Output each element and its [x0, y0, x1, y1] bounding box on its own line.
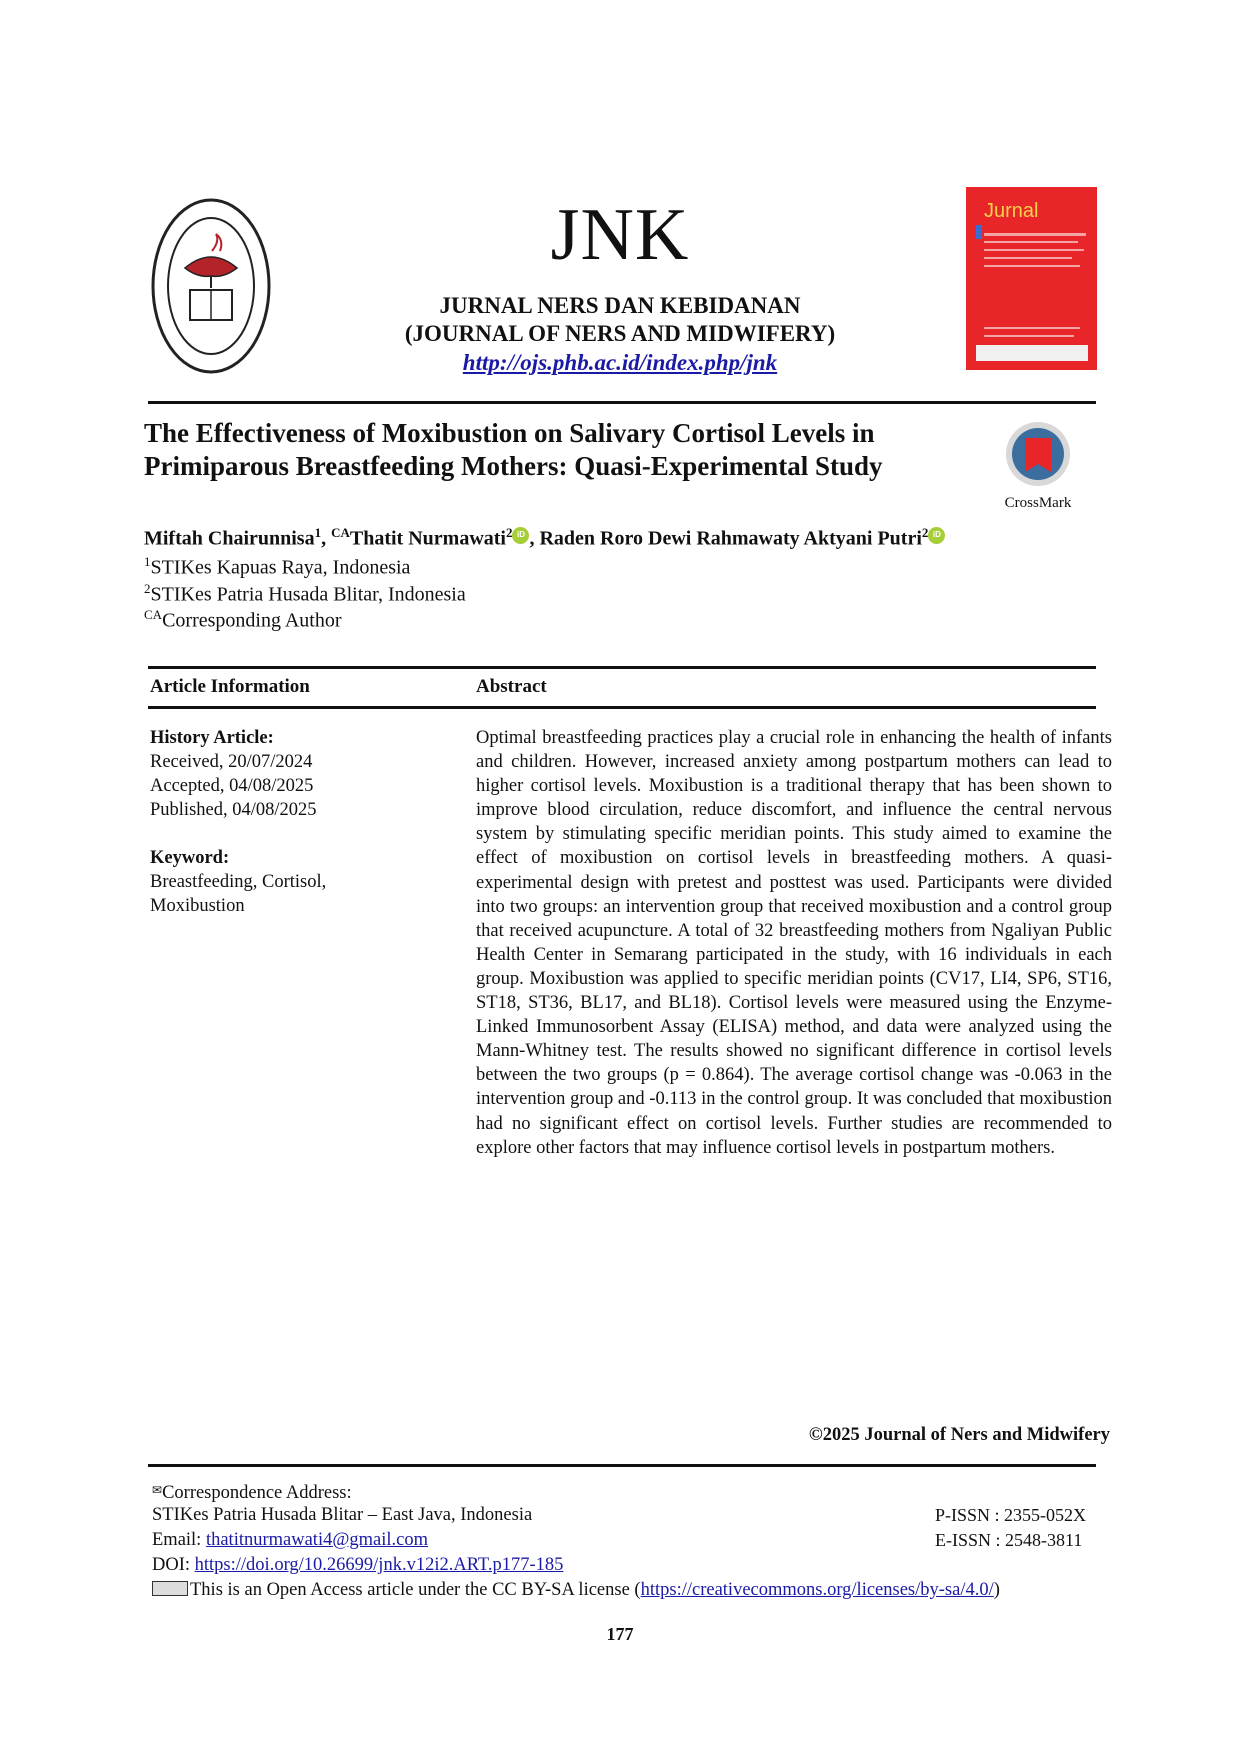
journal-name-line1: JURNAL NERS DAN KEBIDANAN [439, 293, 801, 318]
affiliation [144, 554, 844, 580]
author-affiliation-mark: 2 [505, 525, 513, 540]
crossmark-label: CrossMark [1004, 495, 1072, 511]
footer-divider [148, 1464, 1096, 1467]
author-list: Miftah Chairunnisa$^1$, $^{CA}$Thatit Nurmawati$^2$iD , Raden Roro Dewi Rahmawaty Aktyani Putri$^2$iD [144, 525, 1104, 551]
journal-url [330, 350, 910, 376]
article-information-heading: Article Information [150, 676, 310, 697]
electronic-issn: E-ISSN : 2548-3811 [935, 1530, 1083, 1550]
license-row [152, 1578, 1112, 1603]
email-link[interactable]: thatitnurmawati4@gmail.com [205, 1530, 428, 1550]
crossmark-badge[interactable] [998, 420, 1078, 512]
article-title-line2: Primiparous Breastfeeding Mothers: Quasi-Experimental Study [144, 451, 883, 481]
email-row [152, 1528, 428, 1553]
cover-wordmark: Jurnal [984, 200, 1039, 222]
journal-abbreviation: JNK [550, 194, 690, 276]
page-number: 177 [606, 1624, 634, 1644]
article-title [144, 417, 974, 483]
article-information [150, 726, 410, 918]
doi-label: DOI: [152, 1555, 195, 1575]
keywords-line1: Breastfeeding, Cortisol, [150, 872, 327, 892]
article-title-line1: The Effectiveness of Moxibustion on Salivary Cortisol Levels in [144, 418, 875, 448]
license-close: ) [993, 1580, 1000, 1600]
section-header-divider [148, 706, 1096, 709]
license-link[interactable]: https://creativecommons.org/licenses/by-sa/4.0/ [640, 1580, 994, 1600]
envelope-icon: ✉ [152, 1483, 163, 1497]
doi-link[interactable]: https://doi.org/10.26699/jnk.v12i2.ART.p177-185 [194, 1555, 564, 1575]
section-top-divider [148, 666, 1096, 669]
history-heading: History Article: [150, 728, 274, 748]
journal-name-line2: (JOURNAL OF NERS AND MIDWIFERY) [404, 321, 836, 346]
doi-row [152, 1553, 563, 1578]
correspondence-heading-row [152, 1478, 352, 1506]
abstract-heading: Abstract [476, 676, 547, 697]
accepted-date: Accepted, 04/08/2025 [150, 776, 314, 796]
correspondence-heading: Correspondence Address: [162, 1483, 352, 1503]
keywords-line2: Moxibustion [150, 896, 245, 916]
affiliation [144, 607, 844, 633]
copyright-notice: ©2025 Journal of Ners and Midwifery [808, 1425, 1110, 1445]
published-date: Published, 04/08/2025 [150, 800, 317, 820]
author-affiliation-mark: 1 [314, 525, 322, 540]
email-label: Email: [152, 1530, 206, 1550]
institution-logo [150, 196, 272, 376]
crossmark-icon [1003, 420, 1073, 488]
orcid-icon[interactable] [512, 527, 529, 544]
journal-name [330, 292, 910, 348]
author-affiliation-mark: 2 [921, 525, 929, 540]
affiliation-mark: 1 [144, 554, 151, 569]
correspondence-address: STIKes Patria Husada Blitar – East Java, Indonesia [152, 1505, 533, 1525]
affiliation-mark: CA [144, 607, 163, 622]
affiliation [144, 581, 844, 607]
keyword-heading: Keyword: [150, 848, 230, 868]
received-date: Received, 20/07/2024 [150, 752, 313, 772]
journal-url-link[interactable]: http://ojs.phb.ac.id/index.php/jnk [462, 350, 778, 375]
license-text: This is an Open Access article under the CC BY-SA license ( [190, 1580, 641, 1600]
corresponding-author-mark: CA [331, 525, 350, 540]
header-divider [148, 401, 1096, 404]
affiliation-mark: 2 [144, 581, 151, 596]
affiliation-text: Corresponding Author [162, 609, 342, 632]
cc-license-icon [152, 1581, 188, 1596]
abstract-text: Optimal breastfeeding practices play a crucial role in enhancing the health of infants and children. However, increased anxiety among postpartum mothers can lead to higher cortisol levels. Moxibustion is a traditional therapy that has been shown to improve blood circulation, reduce discomfort, and influence the central nervous system by stimulating specific meridian points. This study aimed to examine the effect of moxibustion on cortisol levels in breastfeeding mothers. A quasi-experimental design with pretest and posttest was used. Participants were divided into two groups: an intervention group that received moxibustion and a control group that received acupuncture. A total of 32 breastfeeding mothers from Ngaliyan Public Health Center in Semarang participated in the study, with 16 individuals in each group. Moxibustion was applied to specific meridian points (CV17, LI4, SP6, ST16, ST18, ST36, BL17, and BL18). Cortisol levels were measured using the Enzyme-Linked Immunosorbent Assay (ELISA) method, and data were analyzed using the Mann-Whitney test. The results showed no significant difference in cortisol levels between the two groups (p = 0.864). The average cortisol change was -0.063 in the intervention group and -0.113 in the control group. It was concluded that moxibustion had no significant effect on cortisol levels. Further studies are recommended to explore other factors that may influence cortisol levels in postpartum mothers. [476, 728, 1112, 1158]
author-name: Miftah Chairunnisa [144, 527, 315, 550]
author-name: Thatit Nurmawati [349, 527, 506, 550]
affiliation-text: STIKes Patria Husada Blitar, Indonesia [150, 583, 466, 606]
orcid-icon[interactable] [928, 527, 945, 544]
affiliation-text: STIKes Kapuas Raya, Indonesia [150, 556, 411, 579]
print-issn: P-ISSN : 2355-052X [935, 1505, 1087, 1525]
journal-cover-image [966, 187, 1097, 370]
author-name: Raden Roro Dewi Rahmawaty Aktyani Putri [539, 527, 922, 550]
